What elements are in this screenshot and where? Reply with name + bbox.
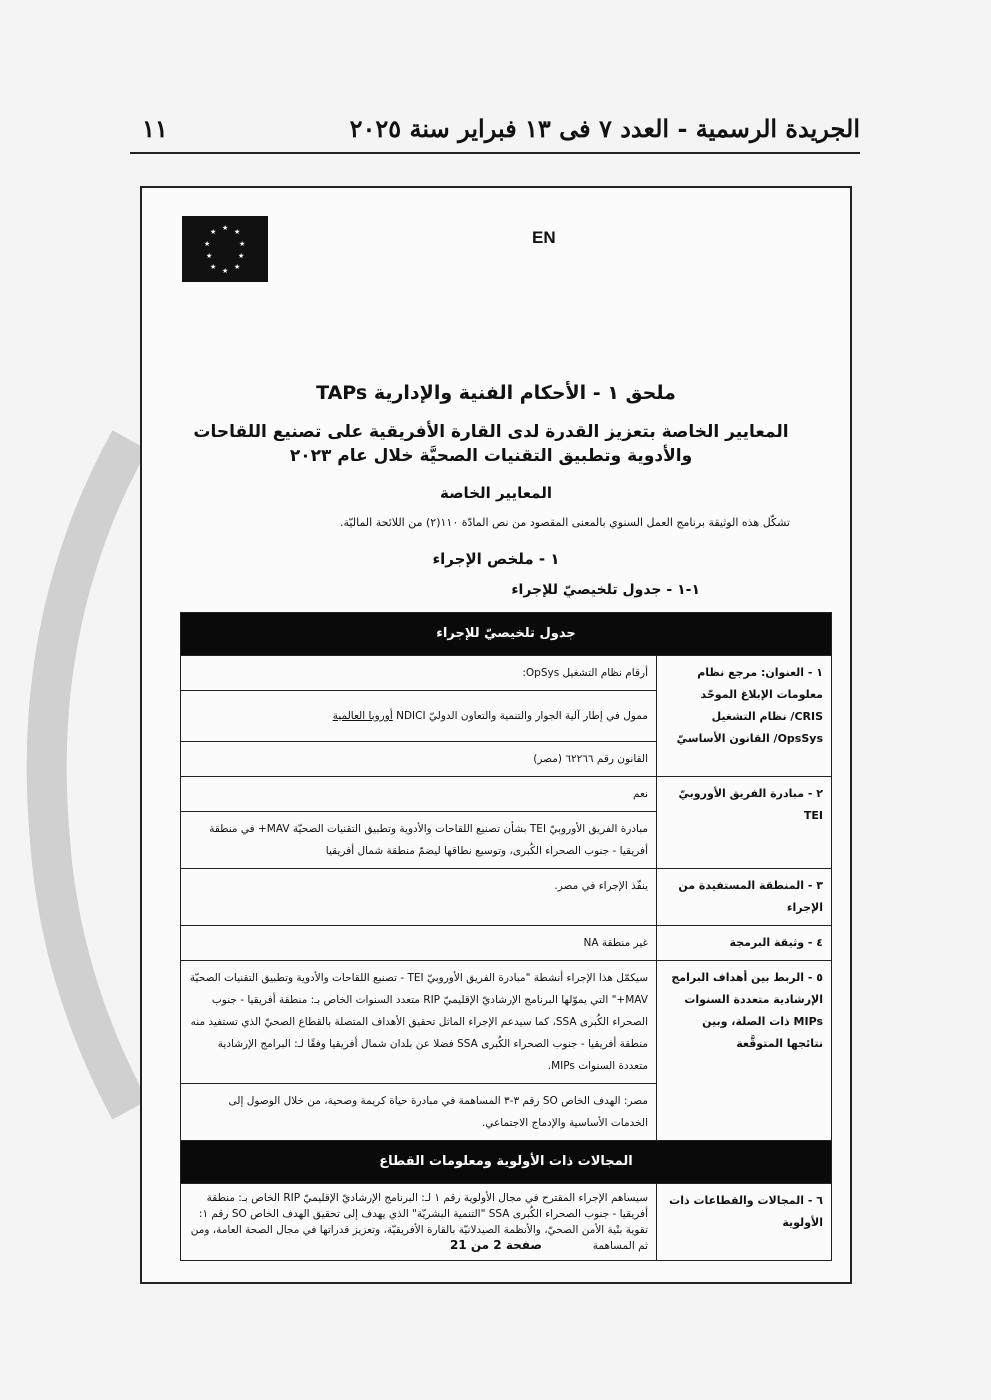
table-row xyxy=(181,656,832,691)
row-label: ٦ - المجالات والقطاعات ذات الأولوية xyxy=(657,1184,832,1261)
page-number: ١١ xyxy=(142,114,168,143)
annex-page xyxy=(140,186,852,1284)
page-footer: صفحة 2 من 21 xyxy=(450,1238,542,1252)
table-row xyxy=(181,869,832,926)
cell: نعم xyxy=(181,777,657,812)
cell: سيكمّل هذا الإجراء أنشطة "مبادرة الفريق الأوروبيّ TEI - تصنيع اللقاحات والأدوية وتطبيق التقنيات الصحيّة MAV+" التي يموّلها البرنامج الإرشاديّ الإقليميّ RIP متعدد السنوات الخاص بـ: منطقة أفريقيا - جنوب الصحراء الكُبرى SSA، كما سيدعم الإجراء الماثل تحقيق الأهداف المتصلة بالقطاع الصحيّ الذي تستفيد منه منطقة أفريقيا - جنوب الصحراء الكُبرى SSA فضلا عن بلدان شمال أفريقيا وفقًا لـ: البرامج الإرشادية متعددة السنوات MIPs. xyxy=(181,961,657,1084)
gazette-title: الجريدة الرسمية - العدد ٧ فى ١٣ فبراير سنة ٢٠٢٥ xyxy=(349,114,860,143)
watermark-seal xyxy=(0,420,140,1120)
annex-title: ملحق ١ - الأحكام الفنية والإدارية TAPs xyxy=(316,382,676,404)
cell: مبادرة الفريق الأوروبيّ TEI بشأن تصنيع اللقاحات والأدوية وتطبيق التقنيات الصحيّة MAV+ في منطقة أفريقيا - جنوب الصحراء الكُبرى، وتوسيع نطاقها ليضمّ منطقة شمال أفريقيا xyxy=(181,812,657,869)
table-row xyxy=(181,961,832,1084)
row-label: ١ - العنوان: مرجع نظام معلومات الإبلاغ الموحّد CRIS/ نظام التشغيل OpsSys/ القانون الأساسيّ xyxy=(657,656,832,777)
row-label: ٥ - الربط بين أهداف البرامج الإرشادية متعددة السنوات MIPs ذات الصلة، وبين نتائجها المتوقَّعة xyxy=(657,961,832,1141)
table-row xyxy=(181,777,832,812)
intro-paragraph: تشكّل هذه الوثيقة برنامج العمل السنوي بالمعنى المقصود من نص المادّة ١١٠(٢) من اللائحة الماليّة. xyxy=(340,516,790,529)
cell xyxy=(181,691,657,742)
eu-flag-icon: ★ ★ ★ ★ ★ ★ ★ ★ ★ ★ xyxy=(182,216,268,282)
cell: سيساهم الإجراء المقترح في مجال الأولوية رقم ١ لـ: البرنامج الإرشاديّ الإقليميّ RIP الخاص بـ: منطقة أفريقيا - جنوب الصحراء الكُبرى SSA "التنمية البشريّة" الذي يهدف إلى تحقيق الهدف الخاص SO رقم ١: تقوية بنْية الأمن الصحيّ، والأنظمة الصيدلانيّة بالقارة الأفريقيّة، وتعزيز قدراتها في مجال الصحة العامة، ومن ثم المساهمة xyxy=(181,1184,657,1261)
language-code: EN xyxy=(532,228,556,247)
row-label: ٢ - مبادرة الفريق الأوروبيّ TEI xyxy=(657,777,832,869)
table-section-header: المجالات ذات الأولوية ومعلومات القطاع xyxy=(181,1141,832,1184)
cell: ينفّذ الإجراء في مصر. xyxy=(181,869,657,926)
table-header: جدول تلخيصيّ للإجراء xyxy=(181,613,832,656)
subtitle: المعايير الخاصة xyxy=(439,484,553,502)
main-title: المعايير الخاصة بتعزيز القدرة لدى القارة الأفريقية على تصنيع اللقاحات والأدوية وتطبيق التقنيات الصحيَّة خلال عام ٢٠٢٣ xyxy=(193,422,789,466)
row-label: ٣ - المنطقة المستفيدة من الإجراء xyxy=(657,869,832,926)
action-summary-table xyxy=(180,612,832,1261)
cell-text-underlined: أوروبا العالمية xyxy=(332,710,393,722)
cell: غير منطقة NA xyxy=(181,926,657,961)
page-header xyxy=(130,112,860,154)
table-row xyxy=(181,926,832,961)
subsection-heading: ١-١ - جدول تلخيصيّ للإجراء xyxy=(511,582,700,598)
cell-text: ممول في إطار آلية الجوار والتنمية والتعاون الدوليّ NDICI xyxy=(392,710,648,722)
cell: القانون رقم ٦٢٢٦٦ (مصر) xyxy=(181,742,657,777)
cell: أرقام نظام التشغيل OpSys: xyxy=(181,656,657,691)
row-label: ٤ - وثيقة البرمجة xyxy=(657,926,832,961)
cell: مصر: الهدف الخاص SO رقم ٣-٣ المساهمة في مبادرة حياة كريمة وصحية، من خلال الوصول إلى الخدمات الأساسية والإدماج الاجتماعي. xyxy=(181,1084,657,1141)
section-heading: ١ - ملخص الإجراء xyxy=(432,550,560,568)
